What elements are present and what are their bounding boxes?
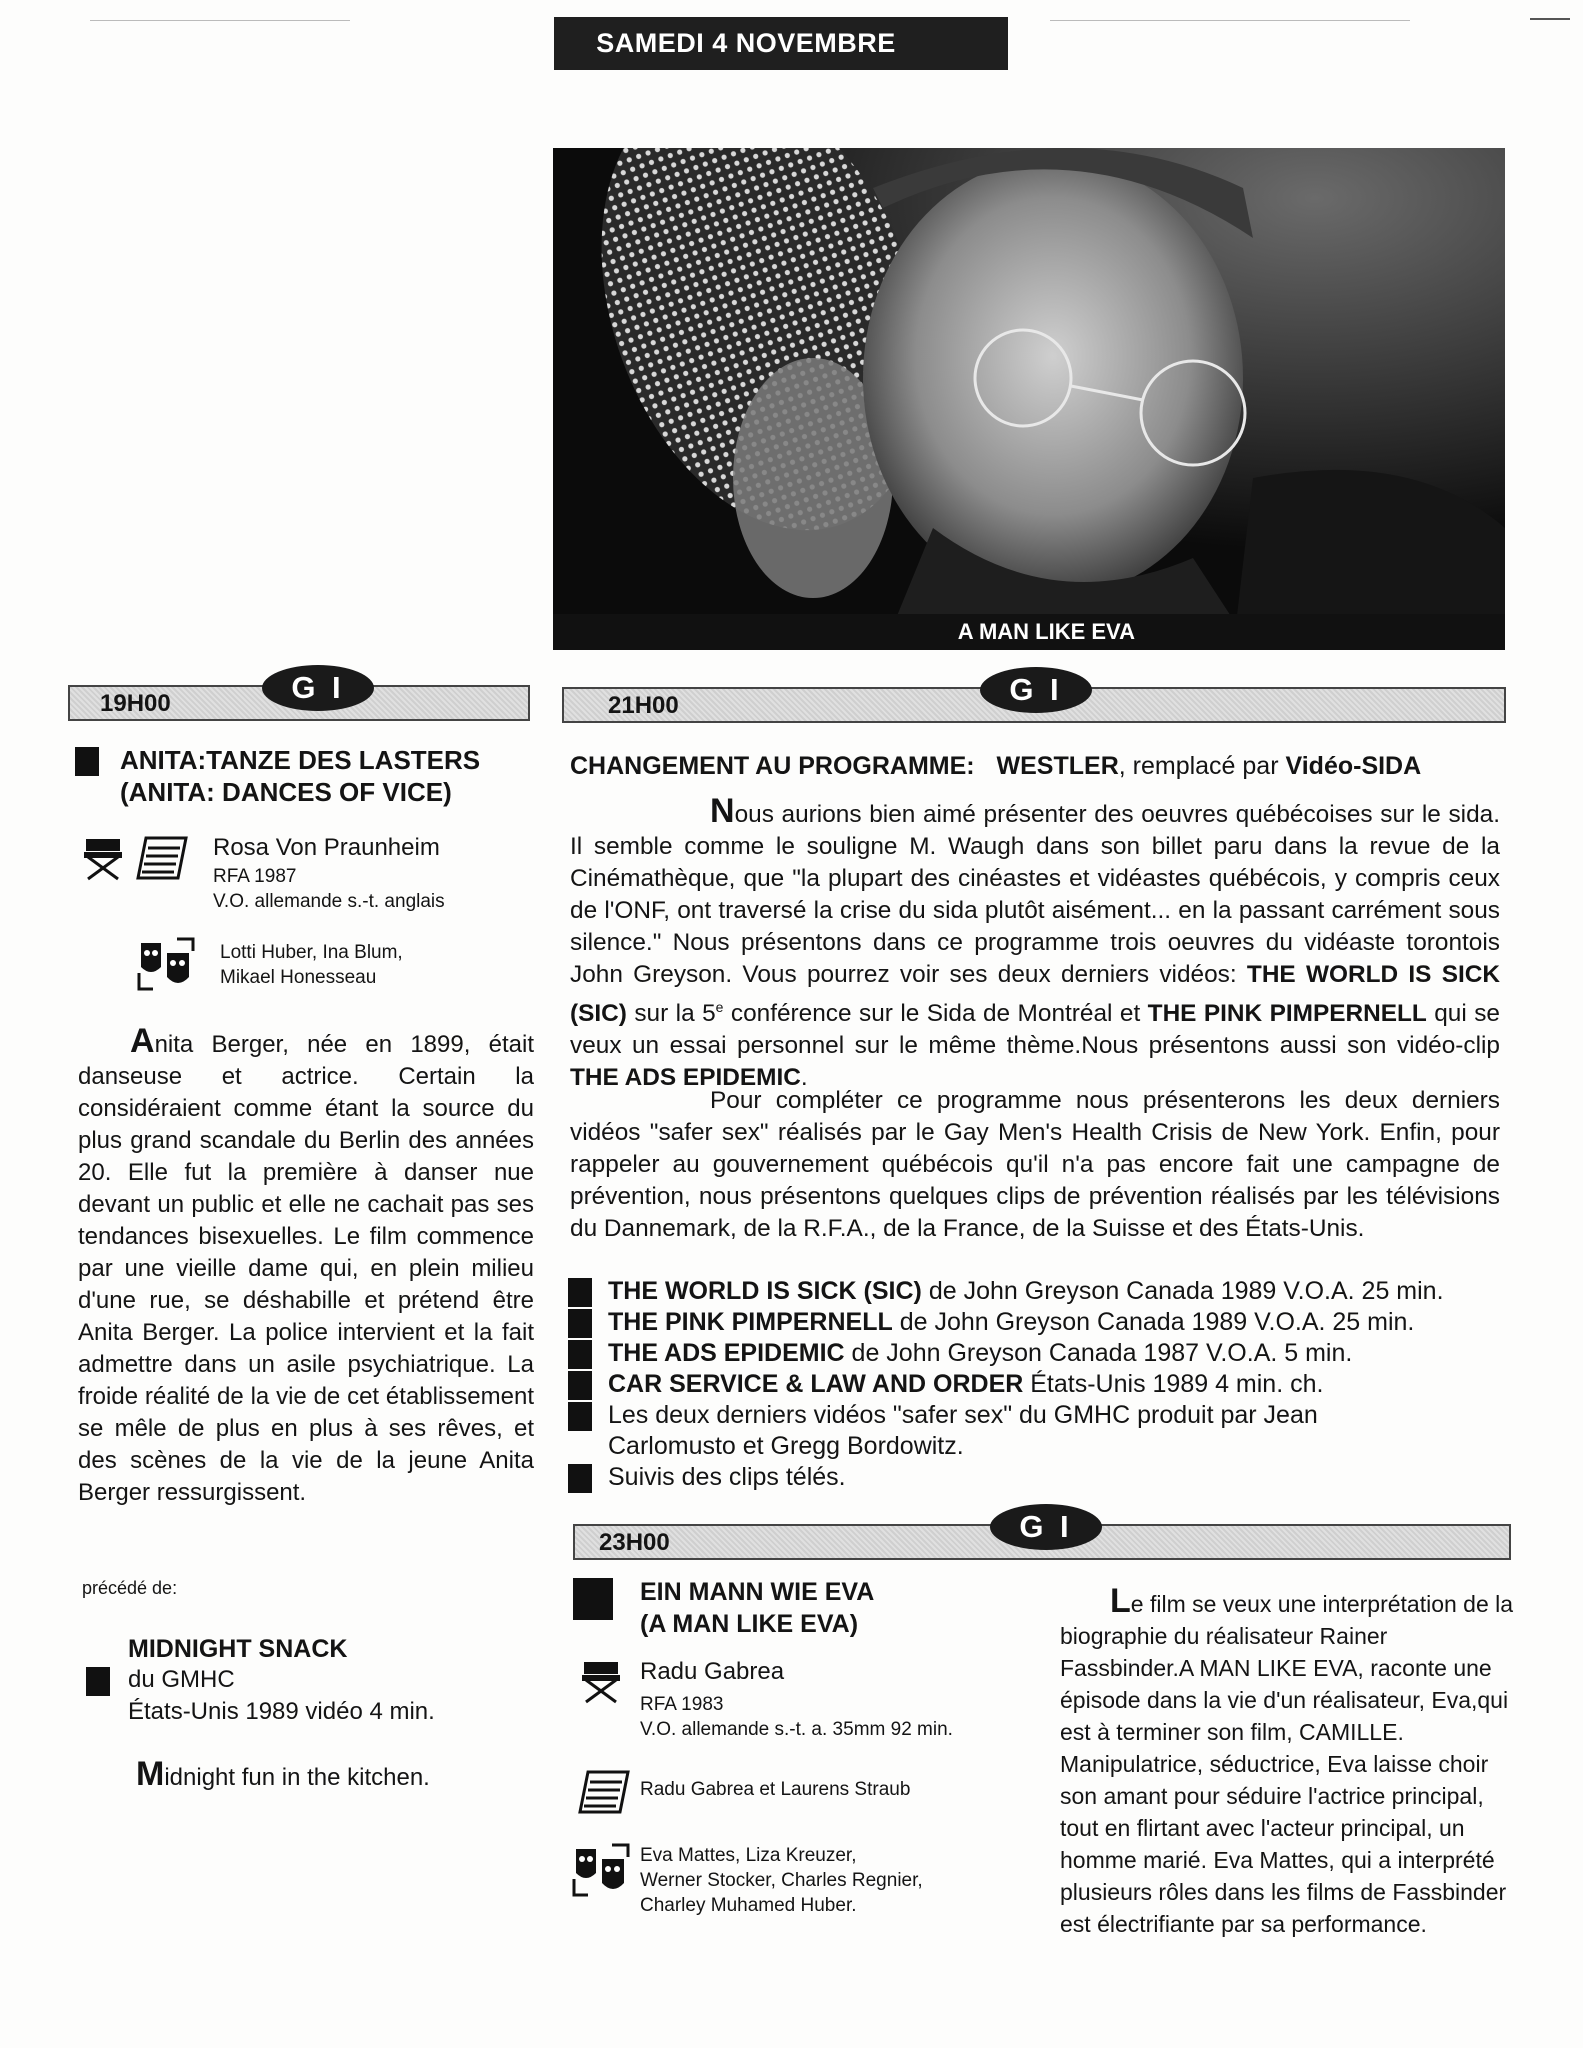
time-label: 19H00	[100, 690, 171, 717]
list-bullet	[568, 1402, 592, 1431]
film-title-line1: EIN MANN WIE EVA	[640, 1578, 875, 1606]
program-change-new: Vidéo-SIDA	[1285, 752, 1422, 780]
time-label: 21H00	[608, 692, 679, 719]
p1-text-a: ous aurions bien aimé présenter des oeuvres québécoises sur le sida. Il semble comme le souligne M. Waugh dans son billet paru dans la revue de la Cinémathèque, que "la plupart des cinéastes et vidéastes québécois, y compris ceux de l'ONF, ont traversé la crise du sida plutôt aisément... en la passant carrément sous silence." Nous présentons dans ce programme trois oeuvres du vidéaste torontois John Greyson. Vous pourrez voir ses deux derniers vidéos:	[570, 801, 1500, 988]
list-bullet	[568, 1464, 592, 1493]
title-bullet	[75, 747, 99, 776]
top-rule-mark	[1530, 18, 1570, 20]
p1-superscript: e	[715, 999, 724, 1015]
time-label: 23H00	[599, 1529, 670, 1556]
film-still-image	[553, 148, 1505, 650]
short-dropcap: M	[136, 1755, 165, 1793]
p1-bold-pink: THE PINK PIMPERNELL	[1147, 1000, 1427, 1028]
p1-text-e: qui se veux un essai personnel sur le même thème.Nous présentons aussi son vidéo-clip	[570, 1000, 1500, 1060]
program-change-notice	[570, 752, 1421, 781]
list-item-continuation: Carlomusto et Gregg Bordowitz.	[608, 1432, 964, 1460]
cast-list	[220, 940, 403, 990]
list-item-details: de John Greyson Canada 1987 V.O.A. 5 min.	[844, 1339, 1353, 1367]
photo-caption: A MAN LIKE EVA	[553, 614, 1505, 650]
cast-list	[640, 1843, 923, 1918]
p1-dropcap: N	[710, 792, 735, 830]
director-name: Rosa Von Praunheim	[213, 834, 440, 861]
preceded-label: précédé de:	[82, 1578, 178, 1598]
gi-badge: G I	[980, 667, 1092, 713]
short-desc-body: idnight fun in the kitchen.	[164, 1764, 430, 1791]
list-item-details: de John Greyson Canada 1989 V.O.A. 25 min.	[892, 1308, 1415, 1336]
screenplay-icon	[136, 836, 188, 880]
program-change-old: WESTLER	[996, 752, 1119, 780]
film-title-line1: ANITA:TANZE DES LASTERS	[120, 745, 481, 775]
list-item-details: Les deux derniers vidéos "safer sex" du GMHC produit par Jean	[608, 1401, 1318, 1429]
film-title-line2: (A MAN LIKE EVA)	[640, 1610, 859, 1638]
cast-line1: Lotti Huber, Ina Blum,	[220, 942, 403, 963]
screenplay-icon	[578, 1770, 630, 1814]
list-bullet	[568, 1278, 592, 1307]
version-info: V.O. allemande s.-t. a. 35mm 92 min.	[640, 1719, 953, 1740]
list-item-details: États-Unis 1989 4 min. ch.	[1023, 1370, 1324, 1398]
cast-masks-icon	[572, 1843, 630, 1897]
cast-line2: Werner Stocker, Charles Regnier,	[640, 1870, 923, 1891]
p1-text-d: conférence sur le Sida de Montréal et	[723, 1000, 1148, 1028]
gi-badge: G I	[990, 1504, 1102, 1550]
version-info: V.O. allemande s.-t. anglais	[213, 891, 445, 912]
list-bullet	[568, 1371, 592, 1400]
list-item-title: THE PINK PIMPERNELL	[608, 1308, 893, 1336]
country-year: RFA 1983	[640, 1694, 724, 1715]
director-name: Radu Gabrea	[640, 1658, 785, 1685]
list-item-details: de John Greyson Canada 1989 V.O.A. 25 min.	[921, 1277, 1444, 1305]
cast-line1: Eva Mattes, Liza Kreuzer,	[640, 1845, 857, 1866]
program-paragraph-1	[570, 792, 1500, 1094]
list-item-title: THE WORLD IS SICK (SIC)	[608, 1277, 922, 1305]
cast-masks-icon	[137, 937, 195, 991]
short-film-line1: du GMHC	[128, 1666, 235, 1693]
title-bullet	[573, 1578, 613, 1620]
short-film-bullet	[86, 1667, 110, 1696]
program-change-mid: , remplacé par	[1118, 752, 1286, 780]
director-chair-icon	[80, 835, 128, 881]
film-credits	[640, 1656, 953, 1742]
list-bullet	[568, 1309, 592, 1338]
film-title	[120, 744, 480, 808]
program-paragraph-2	[570, 1085, 1500, 1245]
top-rule-left	[90, 20, 350, 21]
list-item-title: THE ADS EPIDEMIC	[608, 1339, 845, 1367]
short-film-title: MIDNIGHT SNACK	[128, 1635, 348, 1663]
date-header: SAMEDI 4 NOVEMBRE	[554, 17, 1008, 70]
synopsis-text	[78, 1022, 534, 1509]
synopsis-body: e film se veux une interprétation de la biographie du réalisateur Rainer Fassbinder.A MAN LIKE EVA, raconte une épisode dans la vie d'un réalisateur, Eva,qui est à terminer son film, CAMILLE. Manipulatrice, séductrice, Eva laisse choir son amant pour séduire l'actrice principal, tout en flirtant avec l'acteur principal, un homme marié. Eva Mattes, qui a interprété plusieurs rôles dans les films de Fassbinder est électrifiante par sa performance.	[1060, 1591, 1514, 1937]
short-film-credits	[128, 1664, 435, 1728]
director-chair-icon	[578, 1658, 626, 1704]
film-still-photo	[553, 148, 1505, 650]
p2-text: Pour compléter ce programme nous présenterons les deux derniers vidéos "safer sex" réalisés par le Gay Men's Health Crisis de New York. Enfin, pour rappeler au gouvernement québécois qu'il n'a pas encore fait une campagne de prévention, nous présentons quelques clips de prévention réalisés par les télévisions du Dannemark, de la R.F.A., de la France, de la Suisse et des États-Unis.	[570, 1087, 1500, 1242]
synopsis-body: nita Berger, née en 1899, était danseuse et actrice. Certain la considéraient comme étant la source du plus grand scandale du Berlin des années 20. Elle fut la première à danser nue devant un public et elle ne cachait pas ses tendances bisexuelles. Le film commence par une vieille dame qui, en plein milieu d'une rue, se déshabille et prétend être Anita Berger. La police intervient et la fait admettre dans un asile psychiatrique. La froide réalité de la vie de cet établissement se mêle de plus en plus à ses rêves, et des scènes de la vie de la jeune Anita Berger ressurgissent.	[78, 1031, 534, 1506]
p1-bold-ads: THE ADS EPIDEMIC	[570, 1064, 801, 1092]
film-title	[640, 1576, 874, 1640]
list-item-title: CAR SERVICE & LAW AND ORDER	[608, 1370, 1024, 1398]
top-rule-right	[1050, 20, 1410, 21]
program-change-label: CHANGEMENT AU PROGRAMME:	[570, 752, 975, 780]
p1-bold-world: THE WORLD IS SICK (SIC)	[570, 961, 1500, 1028]
synopsis-dropcap: A	[130, 1022, 155, 1060]
gi-badge: G I	[262, 665, 374, 711]
writers: Radu Gabrea et Laurens Straub	[640, 1779, 911, 1800]
list-item-details: Suivis des clips télés.	[608, 1463, 846, 1491]
p1-text-c: sur la 5	[626, 1000, 716, 1028]
list-bullet	[568, 1340, 592, 1369]
cast-line3: Charley Muhamed Huber.	[640, 1895, 857, 1916]
country-year: RFA 1987	[213, 866, 297, 887]
cast-line2: Mikael Honesseau	[220, 967, 377, 988]
short-film-line2: États-Unis 1989 vidéo 4 min.	[128, 1698, 435, 1725]
short-film-description	[136, 1755, 430, 1794]
synopsis-text	[1060, 1582, 1515, 1940]
synopsis-dropcap: L	[1110, 1582, 1131, 1620]
p1-text-f: .	[800, 1064, 808, 1092]
film-credits	[213, 832, 445, 914]
film-title-line2: (ANITA: DANCES OF VICE)	[120, 777, 452, 807]
